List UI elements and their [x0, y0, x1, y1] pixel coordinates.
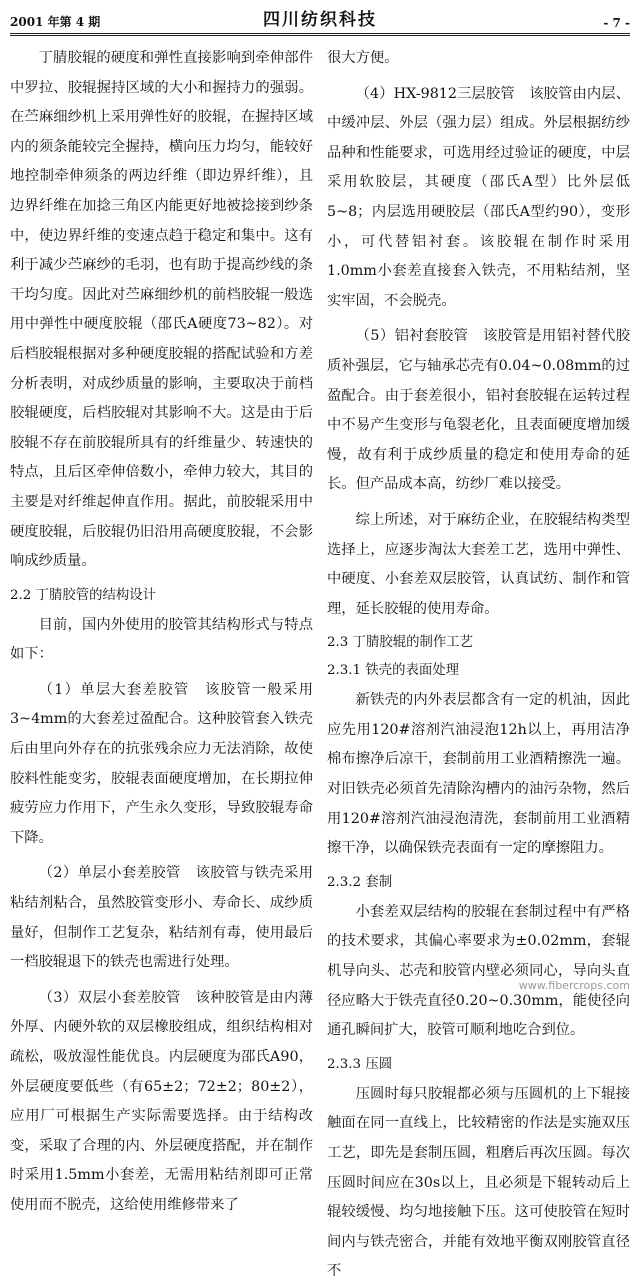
paragraph: 新铁壳的内外表层都含有一定的机油，因此应先用120#溶剂汽油浸泡12h以上，再用洁净棉布擦净后凉干，套制前用工业酒精擦洗一遍。对旧铁壳必须首先清除沟槽内的油污杂物，然后用120#溶剂汽油浸泡清洗，套制前用工业酒精擦干净，以确保铁壳表面有一定的摩擦阻力。	[327, 692, 630, 857]
article-body	[10, 44, 630, 1280]
paragraph: （1）单层大套差胶管 该胶管一般采用3~4mm的大套差过盈配合。这种胶管套入铁壳后由里向外存在的抗张残余应力无法消除，故使胶料性能变劣，胶辊表面硬度增加，在长期拉伸疲劳应力作用下，产生永久变形，导致胶辊寿命下降。	[10, 681, 313, 846]
section-heading: 2.2 丁腈胶管的结构设计	[10, 587, 157, 603]
section-heading: 2.3 丁腈胶辊的制作工艺	[327, 635, 474, 651]
journal-title: 四川纺织科技	[263, 10, 377, 30]
paragraph: （2）单层小套差胶管 该胶管与铁壳采用粘结剂粘合，虽然胶管变形小、寿命长、成纱质量好，但制作工艺复杂，粘结剂有毒，使用最后一档胶辊退下的铁壳也需进行处理。	[10, 865, 313, 971]
paragraph: （3）双层小套差胶管 该种胶管是由内薄外厚、内硬外软的双层橡胶组成，组织结构相对疏松，吸放湿性能优良。内层硬度为邵氏A90，外层硬度要低些（有65±2；72±2；80±2），应用厂可根据生产实际需要选择。由于结构改变，采取了合理的内、外层硬度搭配，并在制作时采用1.5mm小套差，无需用粘结剂即可正常使用而不脱壳，这给使用维修带来了	[10, 989, 313, 1213]
left-column	[10, 44, 313, 1213]
paragraph: 很大方便。	[327, 50, 399, 66]
subsection-heading: 2.3.2 套制	[327, 874, 393, 890]
paragraph: 压圆时每只胶辊都必须与压圆机的上下辊接触面在同一直线上，比较精密的作法是实施双压工艺，即先是套制压圆，粗磨后再次压圆。每次压圆时间应在30s以上，且必须是下辊转动后上辊较缓慢、均匀地接触下压。这可使胶管在短时间内与铁壳密合，并能有效地平衡双刚胶管直径不	[327, 1085, 630, 1280]
page-number: - 7 -	[603, 16, 630, 30]
paragraph: （5）铝衬套胶管 该胶管是用铝衬替代胶质补强层，它与轴承芯壳有0.04~0.08mm的过盈配合。由于套差很小，铝衬套胶辊在运转过程中不易产生变形与龟裂老化，且表面硬度增加缓慢，故有利于成纱质量的稳定和使用寿命的延长。但产品成本高，纺纱厂难以接受。	[327, 328, 630, 493]
watermark: www.fibercrops.com	[518, 979, 630, 992]
paragraph: 丁腈胶辊的硬度和弹性直接影响到牵伸部件中罗拉、胶辊握持区域的大小和握持力的强弱。在苎麻细纱机上采用弹性好的胶辊，在握持区域内的须条能较完全握持，横向压力均匀，能较好地控制牵伸须条的两边纤维（即边界纤维），且边界纤维在加捻三角区内能更好地被捻接到纱条中，使边界纤维的变速点趋于稳定和集中。这有利于减少苎麻纱的毛羽，也有助于提高纱线的条干均匀度。因此对苎麻细纱机的前档胶辊一般选用中弹性中硬度胶辊（邵氏A硬度73~82）。对后档胶辊根据对多种硬度胶辊的搭配试验和方差分析表明，对成纱质量的影响，主要取决于前档胶辊硬度，后档胶辊对其影响不大。这是由于后胶辊不存在前胶辊所具有的纤维量少、转速快的特点，且后区牵伸倍数小，牵伸力较大，其目的主要是对纤维起伸直作用。据此，前胶辊采用中硬度胶辊，后胶辊仍旧沿用高硬度胶辊，不会影响成纱质量。	[10, 50, 313, 570]
subsection-heading: 2.3.1 铁壳的表面处理	[327, 663, 460, 679]
paragraph: 目前，国内外使用的胶管其结构形式与特点如下：	[10, 616, 313, 663]
paragraph: （4）HX-9812三层胶管 该胶管由内层、中缓冲层、外层（强力层）组成。外层根据纺纱品种和性能要求，可选用经过验证的硬度，中层采用软胶层，其硬度（邵氏A型）比外层低5~8；内层选用硬胶层（邵氏A型约90），变形小，可代替铝衬套。该胶辊在制作时采用1.0mm小套差直接套入铁壳，不用粘结剂，坚实牢固，不会脱壳。	[327, 85, 630, 309]
subsection-heading: 2.3.3 压圆	[327, 1056, 393, 1072]
running-header	[10, 6, 630, 36]
right-column	[327, 44, 630, 1280]
paragraph: 综上所述，对于麻纺企业，在胶辊结构类型选择上，应逐步淘汰大套差工艺，选用中弹性、中硬度、小套差双层胶管，认真试纺、制作和管理，延长胶辊的使用寿命。	[327, 511, 630, 617]
paragraph: 小套差双层结构的胶辊在套制过程中有严格的技术要求，其偏心率要求为±0.02mm，套辊机导向头、芯壳和胶管内壁必须同心，导向头直径应略大于铁壳直径0.20~0.30mm，能使径向通孔瞬间扩大，胶管可顺利地吃合到位。	[327, 903, 630, 1039]
issue-label: 2001 年第 4 期	[10, 15, 101, 29]
